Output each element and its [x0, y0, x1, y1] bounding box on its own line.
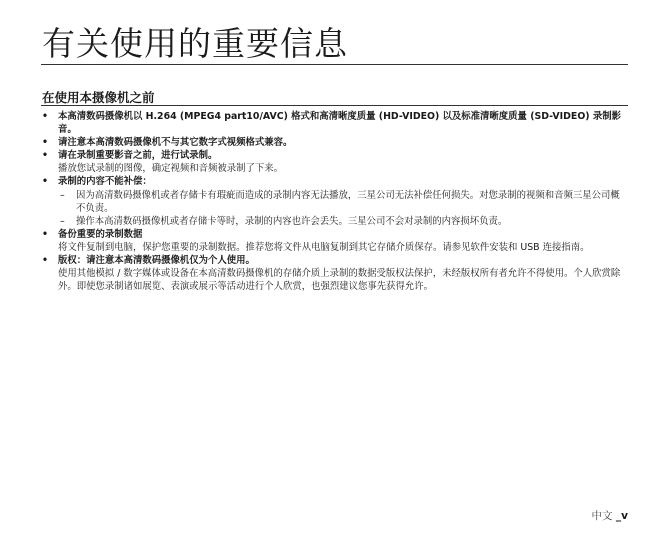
list-item: [42, 110, 626, 136]
bullet-icon: •: [42, 150, 48, 162]
sub-list: [58, 189, 626, 228]
list-item: [42, 254, 626, 293]
bullet-heading: 本高清数码摄像机以 H.264 (MPEG4 part10/AVC) 格式和高清晰度质量 (HD-VIDEO) 以及标准清晰度质量 (SD-VIDEO) 录制影音。: [58, 111, 621, 136]
bullet-icon: •: [42, 255, 48, 267]
list-item: [42, 175, 626, 227]
bullet-heading: 版权：请注意本高清数码摄像机仅为个人使用。: [58, 255, 255, 267]
dash-icon: –: [60, 189, 65, 201]
bullet-body: 使用其他模拟 / 数字媒体或设备在本高清数码摄像机的存储介质上录制的数据受版权法保护，未经版权所有者允许不得使用。个人欣赏除外。即使您录制诸如展览、表演或展示等活动进行个人欣赏，也强烈建议您事先获得允许。: [58, 268, 621, 293]
bullet-heading: 备份重要的录制数据: [58, 228, 143, 240]
bullet-icon: •: [42, 137, 48, 149]
page-number: _v: [615, 510, 628, 522]
bullet-icon: •: [42, 111, 48, 122]
list-item: [42, 149, 626, 175]
bullet-heading: 请在录制重要影音之前，进行试录制。: [58, 150, 218, 162]
bullet-icon: •: [42, 228, 48, 240]
section-heading: 在使用本摄像机之前: [42, 90, 155, 105]
bullet-heading: 录制的内容不能补偿：: [58, 176, 152, 188]
bullet-body: 播放您试录制的图像，确定视频和音频被录制了下来。: [58, 163, 284, 175]
bullet-list: [42, 110, 626, 293]
sub-item-text: 因为高清数码摄像机或者存储卡有瑕疵而造成的录制内容无法播放，三星公司无法补偿任何损失。对您录制的视频和音频三星公司概不负责。: [76, 189, 620, 214]
sub-item-text: 操作本高清数码摄像机或者存储卡等时，录制的内容也许会丢失。三星公司不会对录制的内容损坏负责。: [76, 215, 508, 227]
list-item: [42, 136, 626, 149]
footer-language: 中文: [591, 510, 613, 522]
section-divider: [41, 105, 628, 106]
list-item: [42, 228, 626, 254]
sub-list-item: [58, 189, 626, 215]
bullet-heading: 请注意本高清数码摄像机不与其它数字式视频格式兼容。: [58, 137, 293, 149]
title-divider: [41, 64, 628, 65]
bullet-content: [42, 110, 626, 293]
page-title: 有关使用的重要信息: [42, 24, 348, 63]
bullet-icon: •: [42, 176, 48, 188]
dash-icon: –: [60, 215, 65, 227]
page-footer: [592, 508, 628, 523]
bullet-body: 将文件复制到电脑，保护您重要的录制数据。推荐您将文件从电脑复制到其它存储介质保存。请参见软件安装和 USB 连接指南。: [58, 241, 590, 253]
sub-list-item: [58, 215, 626, 228]
